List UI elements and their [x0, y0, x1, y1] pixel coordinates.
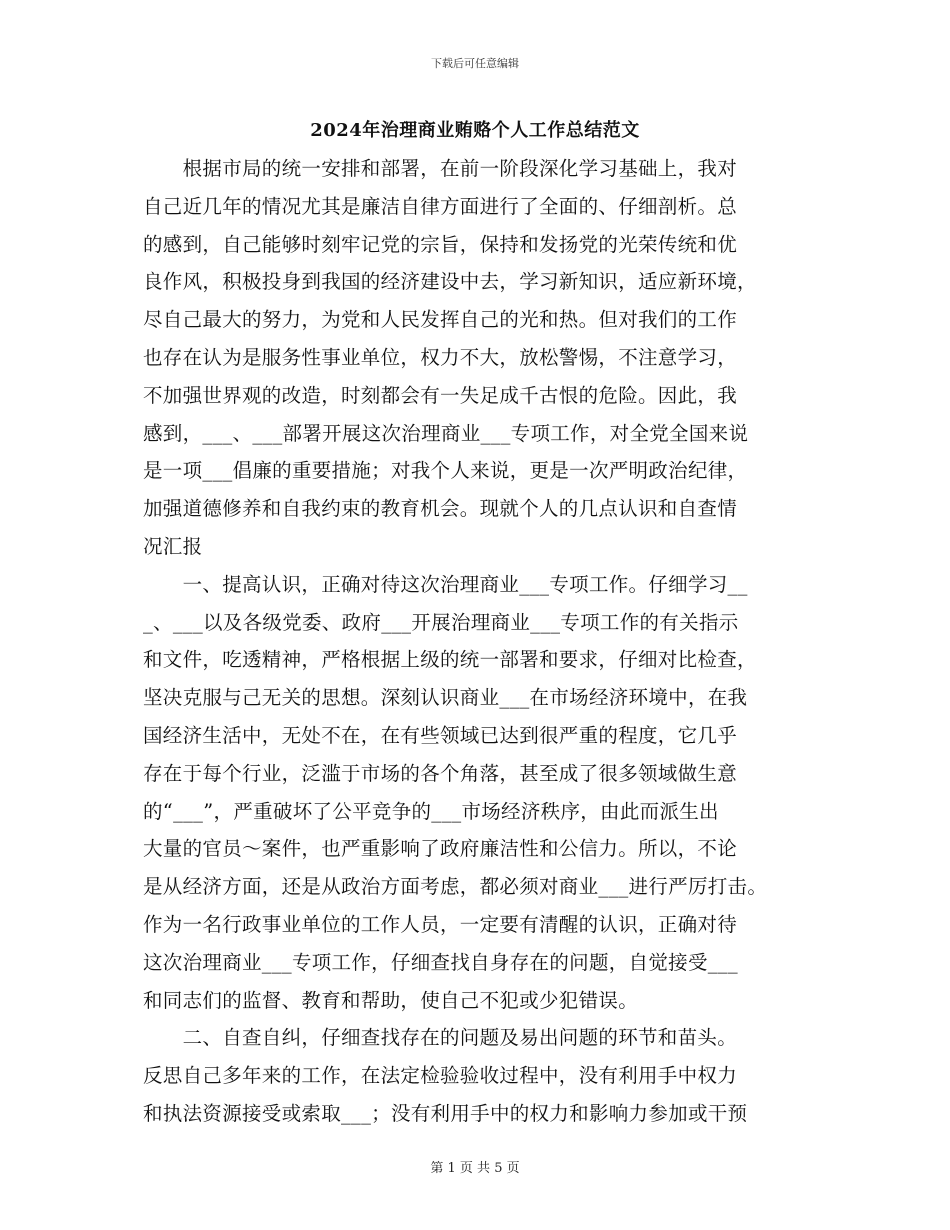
- body-line: 作为一名行政事业单位的工作人员，一定要有清醒的认识，正确对待: [143, 912, 738, 936]
- body-line: 况汇报: [143, 534, 203, 558]
- body-line: 是一项___倡廉的重要措施；对我个人来说，更是一次严明政治纪律，: [143, 459, 748, 483]
- body-line: _、___以及各级党委、政府___开展治理商业___专项工作的有关指示: [143, 610, 739, 634]
- body-line: 根据市局的统一安排和部署，在前一阶段深化学习基础上，我对: [143, 157, 738, 180]
- body-line: 和文件，吃透精神，严格根据上级的统一部署和要求，仔细对比检查，: [143, 648, 757, 672]
- body-line: 坚决克服与己无关的思想。深刻认识商业___在市场经济环境中，在我: [143, 686, 748, 710]
- body-line: 自己近几年的情况尤其是廉洁自律方面进行了全面的、仔细剖析。总: [143, 194, 738, 218]
- body-line: 的“___”，严重破坏了公平竞争的___市场经济秩序，由此而派生出: [143, 799, 719, 823]
- body-line: 的感到，自己能够时刻牢记党的宗旨，保持和发扬党的光荣传统和优: [143, 232, 738, 256]
- body-line: 良作风，积极投身到我国的经济建设中去，学习新知识，适应新环境，: [143, 270, 757, 294]
- body-line: 不加强世界观的改造，时刻都会有一失足成千古恨的危险。因此，我: [143, 383, 738, 407]
- body-line: 国经济生活中，无处不在，在有些领域已达到很严重的程度，它几乎: [143, 723, 738, 747]
- body-line: 和执法资源接受或索取___；没有利用手中的权力和影响力参加或干预: [143, 1101, 748, 1125]
- header-note: 下载后可任意编辑: [431, 57, 519, 70]
- page-footer: 第 1 页 共 5 页: [430, 1161, 520, 1176]
- body-line: 尽自己最大的努力，为党和人民发挥自己的光和热。但对我们的工作: [143, 308, 738, 332]
- body-line: 也存在认为是服务性事业单位，权力不大，放松警惕，不注意学习，: [143, 345, 738, 369]
- body-line: 感到，___、___部署开展这次治理商业___专项工作，对全党全国来说: [143, 421, 749, 445]
- body-line: 二、自查自纠，仔细查找存在的问题及易出问题的环节和苗头。: [143, 1026, 738, 1050]
- body-line: 反思自己多年来的工作，在法定检验验收过程中，没有利用手中权力: [143, 1064, 738, 1088]
- body-line: 存在于每个行业，泛滥于市场的各个角落，甚至成了很多领域做生意: [143, 761, 738, 785]
- body-line: 一、提高认识，正确对待这次治理商业___专项工作。仔细学习__: [143, 572, 748, 596]
- document-title: 2024年治理商业贿赂个人工作总结范文: [310, 120, 640, 141]
- body-line: 和同志们的监督、教育和帮助，使自己不犯或少犯错误。: [143, 988, 639, 1012]
- body-line: 是从经济方面，还是从政治方面考虑，都必须对商业___进行严厉打击。: [143, 875, 768, 899]
- body-line: 大量的官员～案件，也严重影响了政府廉洁性和公信力。所以，不论: [143, 837, 738, 861]
- document-body: [143, 150, 823, 1133]
- body-line: 加强道德修养和自我约束的教育机会。现就个人的几点认识和自查情: [143, 497, 738, 521]
- body-line: 这次治理商业___专项工作，仔细查找自身存在的问题，自觉接受___: [143, 950, 738, 974]
